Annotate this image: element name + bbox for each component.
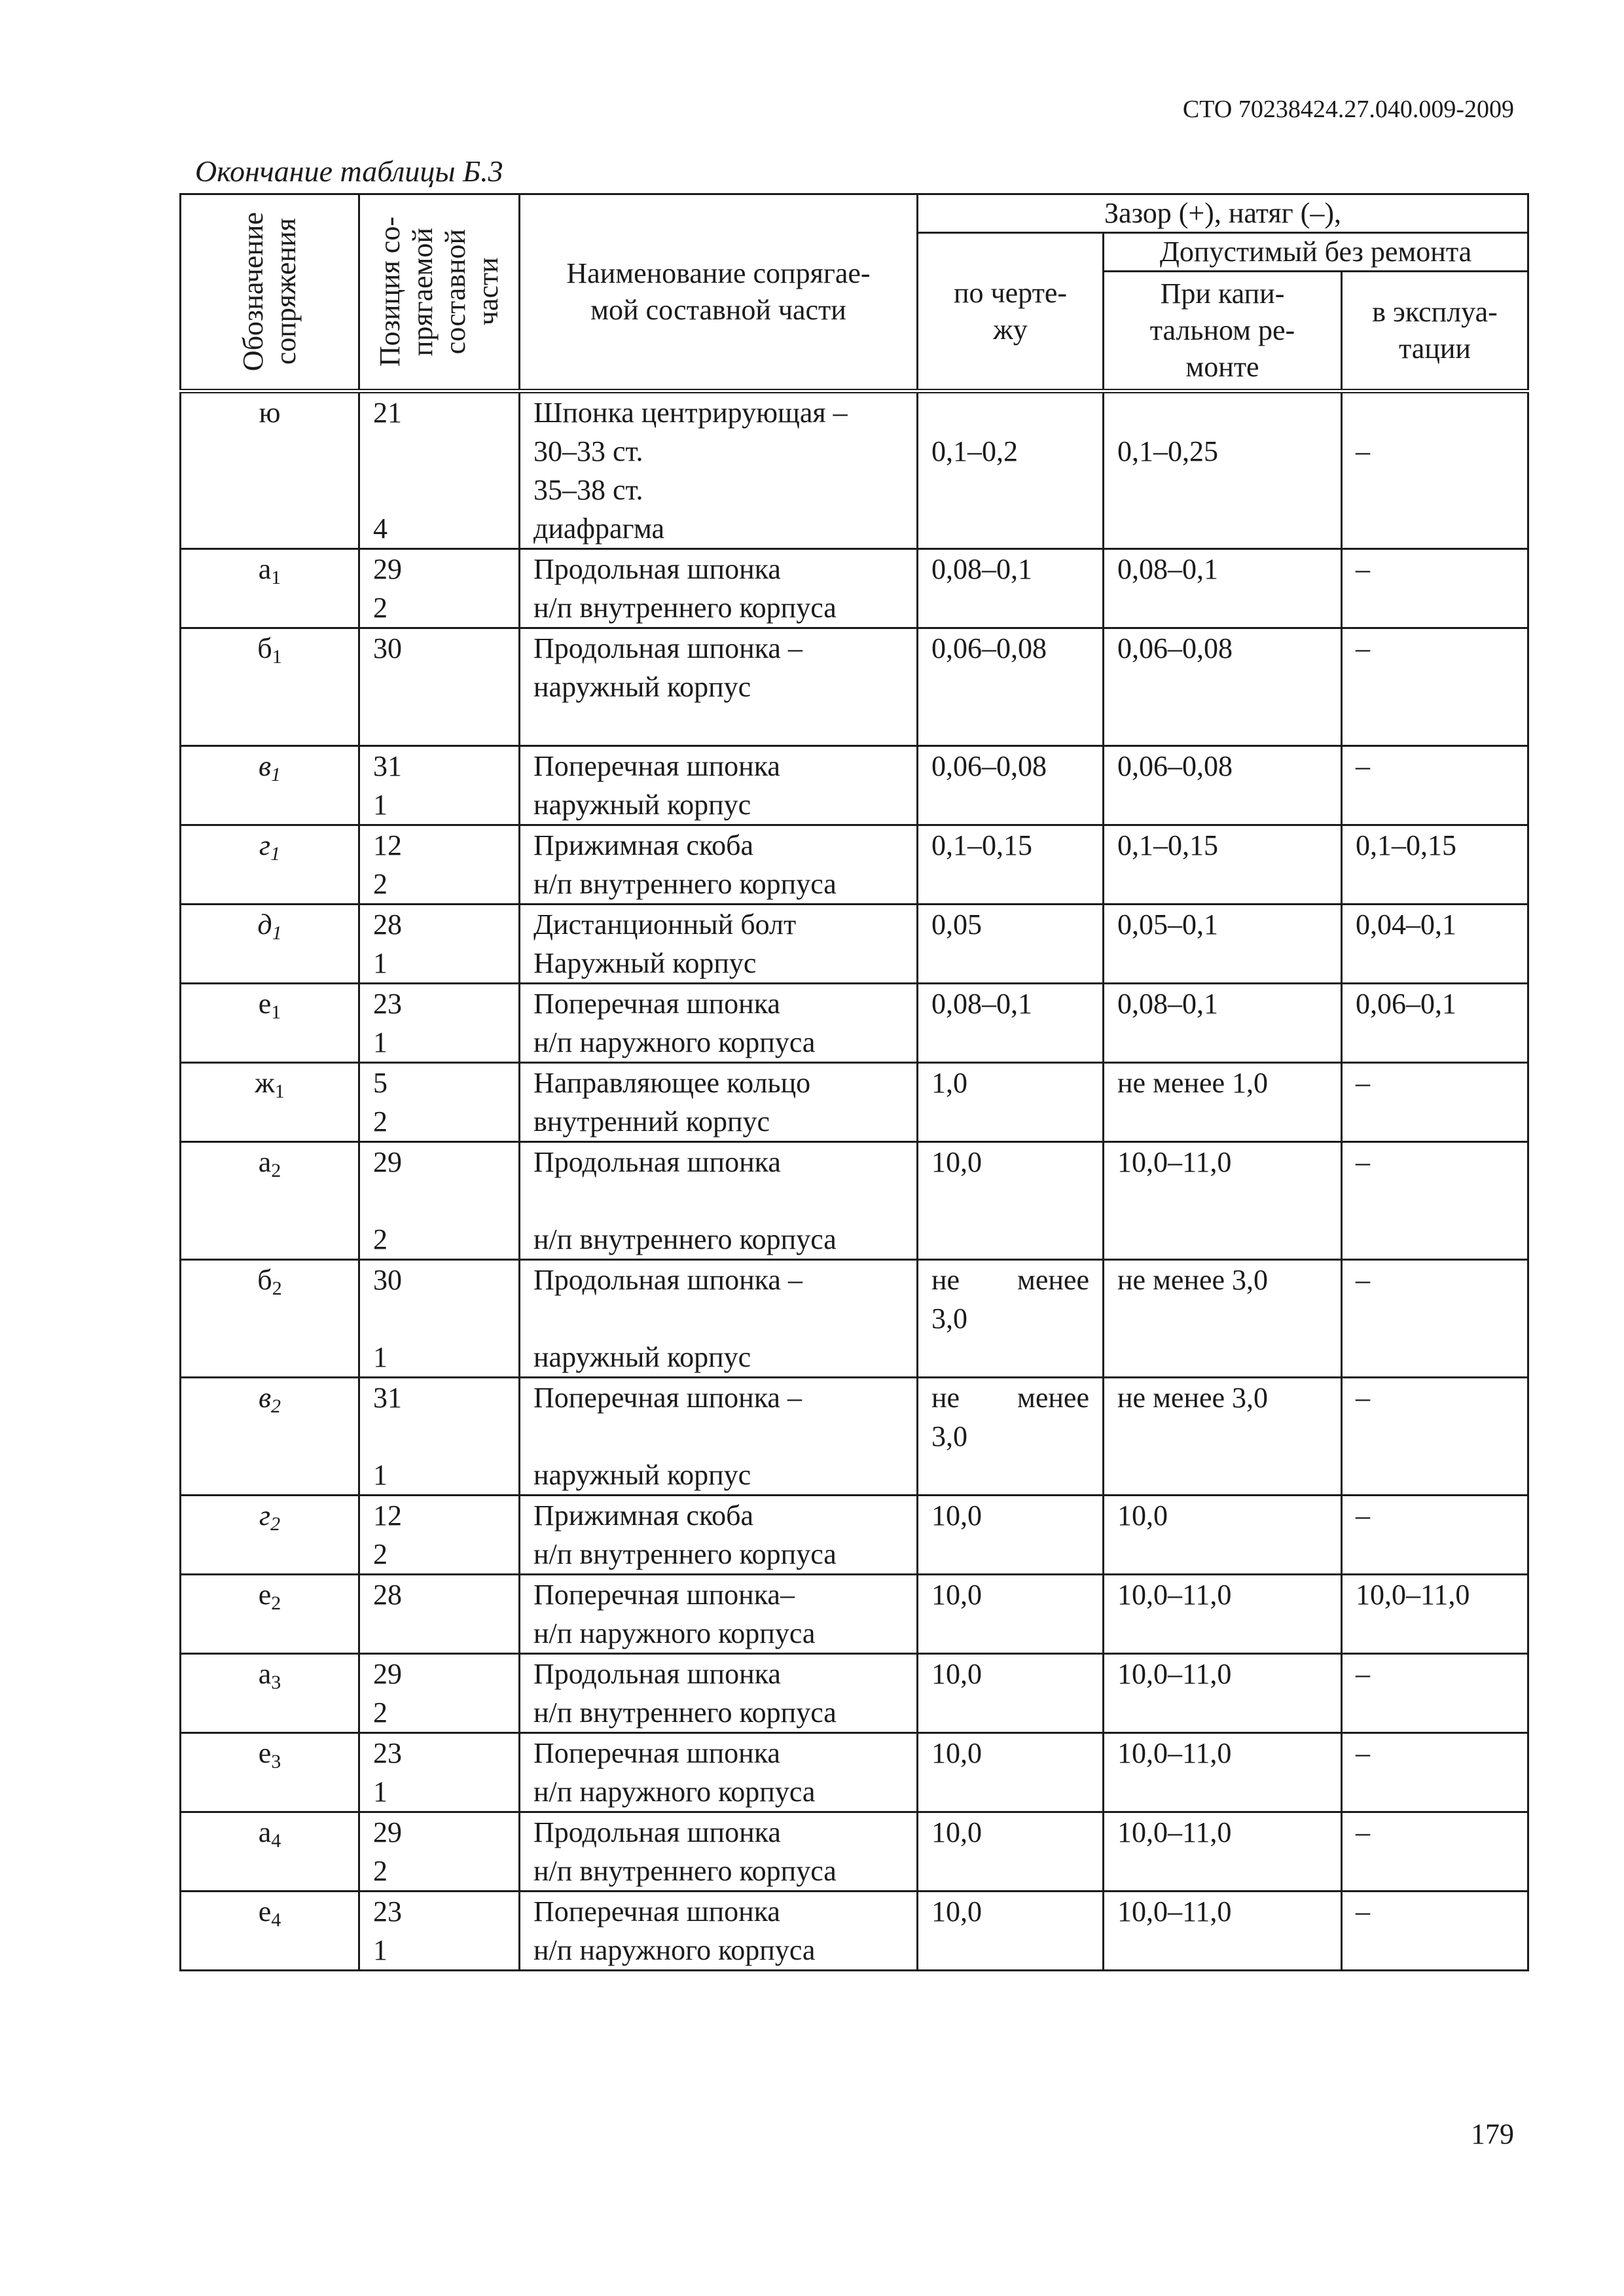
pair-index: 3	[271, 1751, 281, 1772]
component-name: Поперечная шпонка– н/п наружного корпуса	[520, 1575, 918, 1654]
pair-index: 3	[271, 1672, 281, 1693]
table-row	[181, 746, 1528, 825]
table-row	[181, 1812, 1528, 1892]
pair-letter: д	[257, 908, 272, 941]
value-per-drawing: 10,0	[918, 1892, 1104, 1971]
value-per-drawing: не менее 3,0	[918, 1260, 1104, 1378]
pair-letter: г	[259, 829, 271, 861]
pair-index: 1	[271, 567, 281, 588]
table-row	[181, 905, 1528, 984]
pair-letter: б	[257, 632, 272, 664]
value-overhaul: не менее 3,0	[1104, 1260, 1342, 1378]
component-name: Продольная шпонка н/п внутреннего корпуса	[520, 1812, 918, 1892]
value-in-operation: 10,0–11,0	[1342, 1575, 1528, 1654]
table-row	[181, 628, 1528, 746]
value-per-drawing: 10,0	[918, 1575, 1104, 1654]
value-in-operation: –	[1342, 1733, 1528, 1812]
table-row	[181, 1063, 1528, 1142]
component-position: 12 2	[359, 825, 520, 905]
component-position: 30	[359, 628, 520, 746]
header-in-operation: в эксплуа- тации	[1342, 272, 1528, 391]
table-row	[181, 984, 1528, 1063]
value-overhaul: 0,05–0,1	[1104, 905, 1342, 984]
table-row	[181, 1575, 1528, 1654]
pair-designation	[181, 391, 359, 549]
value-per-drawing: 10,0	[918, 1812, 1104, 1892]
value-overhaul: 10,0–11,0	[1104, 1654, 1342, 1733]
table-row	[181, 1892, 1528, 1971]
value-overhaul: не менее 1,0	[1104, 1063, 1342, 1142]
pair-index: 1	[271, 764, 281, 785]
value-in-operation: –	[1342, 628, 1528, 746]
pair-letter: ж	[255, 1067, 275, 1099]
component-position: 28 1	[359, 905, 520, 984]
component-name: Шпонка центрирующая – 30–33 ст. 35–38 ст. диафрагма	[520, 391, 918, 549]
header-component-position: Позиция со- прягаемой составной части	[359, 194, 520, 391]
value-in-operation: –	[1342, 1260, 1528, 1378]
table-row	[181, 549, 1528, 628]
value-in-operation: 0,06–0,1	[1342, 984, 1528, 1063]
pair-designation	[181, 549, 359, 628]
table-row	[181, 1654, 1528, 1733]
component-name: Продольная шпонка н/п внутреннего корпуса	[520, 1142, 918, 1260]
component-position: 5 2	[359, 1063, 520, 1142]
table-body	[181, 391, 1528, 1971]
value-per-drawing: 10,0	[918, 1733, 1104, 1812]
pair-letter: в	[258, 750, 272, 782]
pair-letter: а	[258, 1816, 272, 1848]
value-per-drawing: 0,1–0,15	[918, 825, 1104, 905]
component-position: 29 2	[359, 1654, 520, 1733]
pair-designation	[181, 984, 359, 1063]
component-name: Продольная шпонка н/п внутреннего корпуса	[520, 1654, 918, 1733]
pair-index: 1	[272, 646, 282, 668]
table-row	[181, 1733, 1528, 1812]
component-position: 23 1	[359, 1892, 520, 1971]
component-position: 28	[359, 1575, 520, 1654]
table-row	[181, 1260, 1528, 1378]
header-per-drawing: по черте- жу	[918, 233, 1104, 391]
pair-index: 1	[274, 1081, 285, 1102]
value-in-operation: –	[1342, 1142, 1528, 1260]
value-per-drawing: 0,08–0,1	[918, 549, 1104, 628]
component-position: 23 1	[359, 984, 520, 1063]
fit-clearance-table	[179, 193, 1529, 1971]
page-number: 179	[1471, 2118, 1514, 2150]
pair-letter: е	[258, 988, 272, 1020]
pair-index: 1	[270, 843, 281, 865]
component-name: Прижимная скоба н/п внутреннего корпуса	[520, 1496, 918, 1575]
component-position: 23 1	[359, 1733, 520, 1812]
table-row	[181, 825, 1528, 905]
value-in-operation: –	[1342, 549, 1528, 628]
pair-index: 2	[271, 1592, 281, 1614]
value-per-drawing: 0,08–0,1	[918, 984, 1104, 1063]
value-in-operation: –	[1342, 391, 1528, 549]
pair-index: 4	[271, 1830, 281, 1852]
pair-designation	[181, 1142, 359, 1260]
value-per-drawing: 1,0	[918, 1063, 1104, 1142]
value-in-operation: –	[1342, 1378, 1528, 1496]
component-name: Продольная шпонка – наружный корпус	[520, 628, 918, 746]
header-allowable-without-repair: Допустимый без ремонта	[1104, 233, 1528, 272]
component-name: Поперечная шпонка н/п наружного корпуса	[520, 1892, 918, 1971]
table-header	[181, 194, 1528, 391]
header-overhaul: При капи- тальном ре- монте	[1104, 272, 1342, 391]
pair-designation	[181, 1654, 359, 1733]
pair-designation	[181, 1733, 359, 1812]
pair-letter: б	[257, 1264, 272, 1296]
value-overhaul: 10,0–11,0	[1104, 1812, 1342, 1892]
pair-letter: е	[258, 1895, 272, 1928]
value-in-operation: –	[1342, 1892, 1528, 1971]
value-per-drawing: 0,06–0,08	[918, 746, 1104, 825]
pair-designation	[181, 746, 359, 825]
pair-letter: а	[258, 1146, 272, 1178]
value-in-operation: 0,1–0,15	[1342, 825, 1528, 905]
value-in-operation: –	[1342, 746, 1528, 825]
pair-letter: а	[258, 1658, 272, 1690]
pair-designation	[181, 1378, 359, 1496]
component-position: 29 2	[359, 1142, 520, 1260]
pair-letter: е	[258, 1737, 272, 1769]
value-overhaul: не менее 3,0	[1104, 1378, 1342, 1496]
value-overhaul: 0,06–0,08	[1104, 746, 1342, 825]
pair-designation	[181, 1575, 359, 1654]
value-overhaul: 0,06–0,08	[1104, 628, 1342, 746]
component-name: Дистанционный болт Наружный корпус	[520, 905, 918, 984]
value-overhaul: 10,0–11,0	[1104, 1733, 1342, 1812]
value-per-drawing: 10,0	[918, 1496, 1104, 1575]
table-caption: Окончание таблицы Б.3	[195, 154, 503, 188]
pair-letter: г	[259, 1499, 271, 1532]
component-position: 12 2	[359, 1496, 520, 1575]
pair-designation	[181, 1063, 359, 1142]
value-in-operation: –	[1342, 1654, 1528, 1733]
component-name: Продольная шпонка – наружный корпус	[520, 1260, 918, 1378]
component-position: 21 4	[359, 391, 520, 549]
component-name: Поперечная шпонка н/п наружного корпуса	[520, 1733, 918, 1812]
value-overhaul: 0,08–0,1	[1104, 984, 1342, 1063]
component-position: 29 2	[359, 1812, 520, 1892]
component-position: 29 2	[359, 549, 520, 628]
pair-index: 1	[272, 922, 282, 944]
value-per-drawing: 10,0	[918, 1654, 1104, 1733]
component-name: Продольная шпонка н/п внутреннего корпуса	[520, 549, 918, 628]
pair-designation	[181, 825, 359, 905]
pair-letter: в	[258, 1382, 272, 1414]
component-name: Поперечная шпонка наружный корпус	[520, 746, 918, 825]
pair-index: 4	[271, 1909, 281, 1931]
value-per-drawing: не менее 3,0	[918, 1378, 1104, 1496]
value-overhaul: 10,0	[1104, 1496, 1342, 1575]
value-overhaul: 10,0–11,0	[1104, 1142, 1342, 1260]
header-gap-interference: Зазор (+), натяг (–),	[918, 194, 1528, 233]
pair-designation	[181, 1892, 359, 1971]
pair-index: 2	[272, 1278, 282, 1299]
value-overhaul: 0,08–0,1	[1104, 549, 1342, 628]
component-position: 31 1	[359, 746, 520, 825]
pair-index: 2	[271, 1395, 281, 1417]
component-name: Поперечная шпонка н/п наружного корпуса	[520, 984, 918, 1063]
value-per-drawing: 0,05	[918, 905, 1104, 984]
pair-designation	[181, 1496, 359, 1575]
pair-designation	[181, 1812, 359, 1892]
value-in-operation: –	[1342, 1496, 1528, 1575]
pair-index: 2	[270, 1513, 281, 1535]
table-row	[181, 1378, 1528, 1496]
table-row	[181, 1496, 1528, 1575]
pair-letter: е	[258, 1579, 272, 1611]
value-overhaul: 0,1–0,15	[1104, 825, 1342, 905]
header-component-name: Наименование сопрягае- мой составной части	[520, 194, 918, 391]
value-per-drawing: 10,0	[918, 1142, 1104, 1260]
value-per-drawing: 0,06–0,08	[918, 628, 1104, 746]
value-overhaul: 10,0–11,0	[1104, 1575, 1342, 1654]
pair-designation	[181, 905, 359, 984]
header-pair-designation: Обозначение сопряжения	[181, 194, 359, 391]
pair-index: 1	[271, 1001, 281, 1023]
value-in-operation: –	[1342, 1812, 1528, 1892]
pair-letter: а	[258, 553, 272, 585]
pair-letter: ю	[259, 397, 281, 429]
component-name: Прижимная скоба н/п внутреннего корпуса	[520, 825, 918, 905]
value-in-operation: 0,04–0,1	[1342, 905, 1528, 984]
pair-index: 2	[271, 1160, 281, 1181]
pair-designation	[181, 1260, 359, 1378]
component-name: Поперечная шпонка – наружный корпус	[520, 1378, 918, 1496]
value-in-operation: –	[1342, 1063, 1528, 1142]
value-overhaul: 0,1–0,25	[1104, 391, 1342, 549]
value-per-drawing: 0,1–0,2	[918, 391, 1104, 549]
table-row	[181, 391, 1528, 549]
component-name: Направляющее кольцо внутренний корпус	[520, 1063, 918, 1142]
component-position: 30 1	[359, 1260, 520, 1378]
component-position: 31 1	[359, 1378, 520, 1496]
table-row	[181, 1142, 1528, 1260]
pair-designation	[181, 628, 359, 746]
value-overhaul: 10,0–11,0	[1104, 1892, 1342, 1971]
document-code: СТО 70238424.27.040.009-2009	[1182, 96, 1514, 123]
